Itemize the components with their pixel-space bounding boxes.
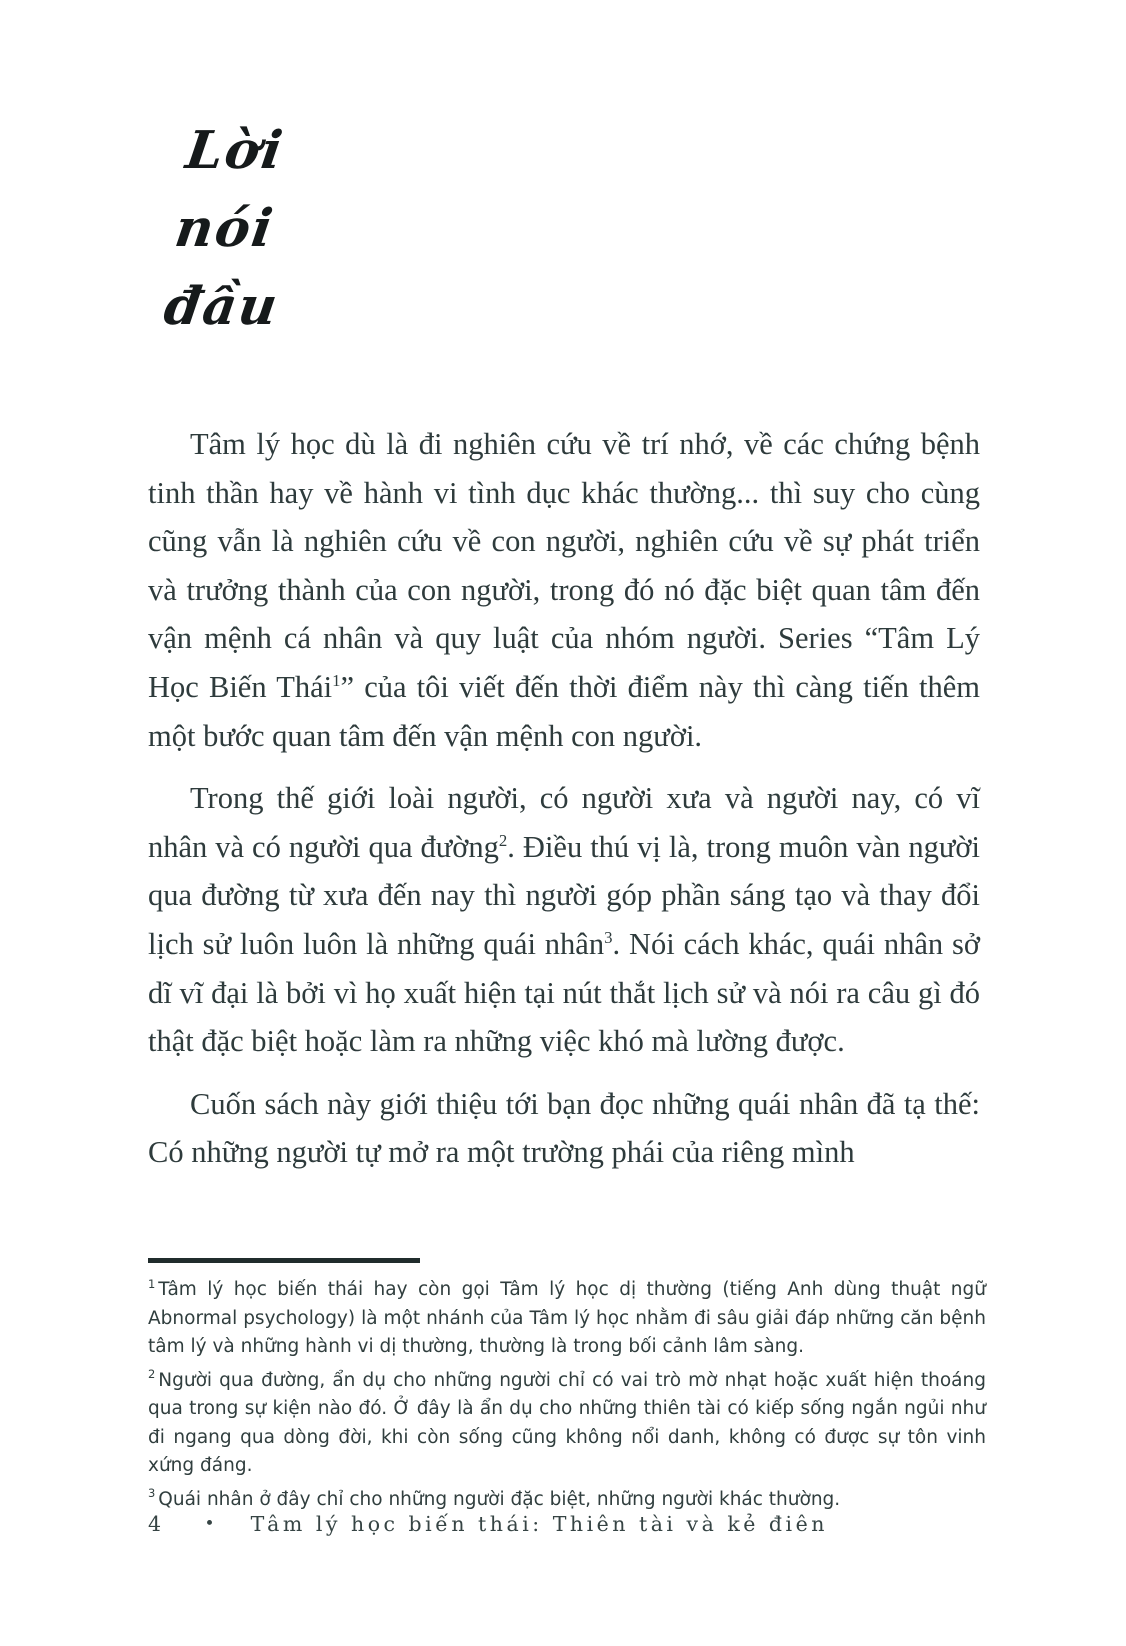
footnote-1: $^1$ Tâm lý học biến thái hay còn gọi Tâm lý học dị thường (tiếng Anh dùng thuật ngữ Abnormal psychology) là một nhánh của Tâm lý học nhằm đi sâu giải đáp những căn bệnh tâm lý và những hành vi dị thường, thường là trong bối cảnh lâm sàng. — [148, 1276, 986, 1357]
footnote-ref-2: 2 — [498, 830, 508, 850]
footnote-marker-2: 2 — [148, 1367, 156, 1382]
footnote-ref-3: 3 — [604, 927, 613, 947]
page-number: 4 — [148, 1512, 165, 1536]
footnote-marker-1: 1 — [148, 1276, 156, 1291]
footnote-separator-rule — [148, 1258, 420, 1263]
footnote-2: $^2$ Người qua đường, ẩn dụ cho những người chỉ có vai trò mờ nhạt hoặc xuất hiện thoáng qua trong sự kiện nào đó. Ở đây là ẩn dụ cho những thiên tài có kiếp sống ngắn ngủi như đi ngang qua dòng đời, khi còn sống cũng không nổi danh, không có được sự tôn vinh xứng đáng. — [148, 1367, 986, 1476]
footnote-3: $^3$ Quái nhân ở đây chỉ cho những người đặc biệt, những người khác thường. — [148, 1486, 841, 1510]
title-line-1: Lời — [182, 120, 288, 181]
title-line-2: nói — [171, 198, 279, 259]
title-line-3: đầu — [160, 276, 283, 337]
page-footer — [148, 1512, 828, 1536]
paragraph-1: Tâm lý học dù là đi nghiên cứu về trí nhớ, về các chứng bệnh tinh thần hay về hành vi tình dục khác thường... thì suy cho cùng cũng vẫn là nghiên cứu về con người, nghiên cứu về sự phát triển và trưởng thành của con người, trong đó nó đặc biệt quan tâm đến vận mệnh cá nhân và quy luật của nhóm người. Series “Tâm Lý Học Biến Thái$^1$” của tôi viết đến thời điểm này thì càng tiến thêm một bước quan tâm đến vận mệnh con người. — [148, 427, 980, 753]
footnote-marker-3: 3 — [148, 1486, 156, 1501]
chapter-title — [159, 112, 306, 346]
running-title: Tâm lý học biến thái: Thiên tài và kẻ điên — [250, 1512, 828, 1536]
paragraph-3: Cuốn sách này giới thiệu tới bạn đọc những quái nhân đã tạ thế: Có những người tự mở ra một trường phái của riêng mình — [148, 1086, 980, 1170]
body-text — [148, 420, 980, 1177]
paragraph-2: Trong thế giới loài người, có người xưa và người nay, có vĩ nhân và có người qua đường$^2$. Điều thú vị là, trong muôn vàn người qua đường từ xưa đến nay thì người góp phần sáng tạo và thay đổi lịch sử luôn luôn là những quái nhân$^3$. Nói cách khác, quái nhân sở dĩ vĩ đại là bởi vì họ xuất hiện tại nút thắt lịch sử và nói ra câu gì đó thật đặc biệt hoặc làm ra những việc khó mà lường được. — [148, 781, 980, 1059]
footnote-ref-1: 1 — [332, 670, 341, 690]
bullet-separator-icon: • — [204, 1514, 215, 1534]
footnotes — [148, 1276, 986, 1519]
